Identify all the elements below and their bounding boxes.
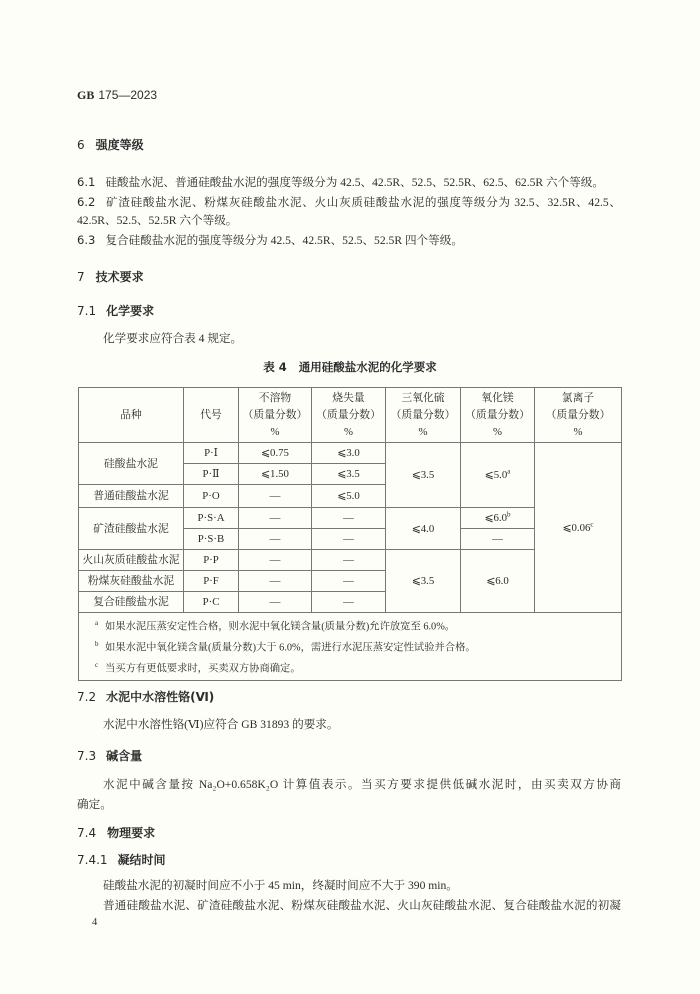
doc-number: 175—2023	[98, 88, 158, 102]
clause-7-4-1-heading	[77, 852, 166, 868]
clause-title: 凝结时间	[117, 853, 166, 867]
insoluble-cell: ⩽0.75	[239, 443, 312, 464]
clause-7-1-heading	[77, 303, 154, 319]
code-cell: P·F	[184, 571, 239, 592]
header-magnesium-oxide: 氧化镁 （质量分数） %	[461, 388, 535, 443]
footnote-ref: a	[507, 467, 511, 476]
header-insoluble: 不溶物 （质量分数） %	[239, 388, 312, 443]
clause-title: 化学要求	[106, 304, 155, 318]
clause-number: 7.3	[77, 749, 97, 763]
variety-cell: 硅酸盐水泥	[79, 443, 184, 485]
chloride-cell: ⩽0.06$^c$	[535, 443, 622, 613]
clause-7-1-text: 化学要求应符合表 4 规定。	[103, 332, 243, 345]
clause-number: 7.2	[77, 690, 97, 704]
so3-cell: ⩽4.0	[386, 508, 461, 550]
clause-number: 7.4	[77, 826, 97, 840]
clause-number: 7.1	[77, 304, 97, 318]
page-number: 4	[92, 917, 98, 928]
header-sulfur-trioxide: 三氧化硫 （质量分数） %	[386, 388, 461, 443]
section-6-heading	[77, 137, 144, 153]
header-chloride-ion: 氯离子 （质量分数） %	[535, 388, 622, 443]
footnote-ref: c	[590, 519, 594, 528]
footnote-c: c 当买方有更低要求时，买卖双方协商确定。	[95, 660, 301, 675]
footnote-b: b 如果水泥中氧化镁含量(质量分数)大于 6.0%，需进行水泥压蒸安定性试验并合格。	[95, 639, 476, 654]
insoluble-cell: —	[239, 485, 312, 508]
clause-number: 6.3	[77, 233, 96, 247]
clause-7-2-heading	[77, 689, 214, 705]
clause-6-3	[77, 232, 463, 249]
clause-text-line-1: 矿渣硅酸盐水泥、粉煤灰硅酸盐水泥、火山灰质硅酸盐水泥的强度等级分为 32.5、32.5R、42.5、	[105, 196, 621, 209]
code-cell: P·O	[184, 485, 239, 508]
footnote-a: a 如果水泥压蒸安定性合格，则水泥中氧化镁含量(质量分数)允许放宽至 6.0%。	[95, 619, 456, 633]
section-7-heading	[77, 269, 144, 285]
clause-number: 6.2	[77, 195, 96, 209]
loss-cell: ⩽5.0	[312, 485, 386, 508]
code-cell: P·S·B	[184, 529, 239, 550]
insoluble-cell: —	[239, 529, 312, 550]
document-code	[77, 87, 157, 103]
clause-7-3-heading	[77, 748, 142, 764]
section-title: 技术要求	[95, 270, 144, 284]
code-cell: P·C	[184, 592, 239, 613]
clause-number: 6.1	[77, 175, 96, 189]
insoluble-cell: —	[239, 550, 312, 571]
table-4-chemical-requirements	[78, 387, 622, 681]
table-footnotes-row	[79, 613, 622, 681]
mgo-cell: ⩽6.0	[461, 550, 535, 613]
clause-7-3-text-line-1: 水泥中碱含量按 Na₂O+0.658K₂O 计算值表示。当买方要求提供低碱水泥时，由买卖双方协商	[103, 778, 621, 791]
mgo-cell: ⩽5.0$^a$	[461, 443, 535, 508]
so3-cell: ⩽3.5	[386, 443, 461, 508]
clause-text: 硅酸盐水泥、普通硅酸盐水泥的强度等级分为 42.5、42.5R、52.5、52.5R、62.5、62.5R 六个等级。	[105, 176, 604, 189]
loss-cell: —	[312, 571, 386, 592]
clause-6-2-continued: 42.5R、52.5、52.5R 六个等级。	[77, 214, 238, 227]
insoluble-cell: —	[239, 571, 312, 592]
section-number: 7	[77, 270, 85, 284]
clause-7-4-1-paragraph-1: 硅酸盐水泥的初凝时间应不小于 45 min，终凝时间应不大于 390 min。	[103, 879, 458, 892]
clause-7-4-heading	[77, 825, 155, 841]
clause-7-4-1-paragraph-2: 普通硅酸盐水泥、矿渣硅酸盐水泥、粉煤灰硅酸盐水泥、火山灰硅酸盐水泥、复合硅酸盐水泥的初凝	[103, 899, 621, 912]
clause-6-2	[77, 194, 621, 211]
variety-cell: 矿渣硅酸盐水泥	[79, 508, 184, 550]
clause-title: 水泥中水溶性铬(Ⅵ)	[106, 690, 215, 704]
code-cell: P·S·A	[184, 508, 239, 529]
insoluble-cell: ⩽1.50	[239, 464, 312, 485]
clause-number: 7.4.1	[77, 853, 108, 867]
doc-prefix: GB	[77, 88, 95, 102]
clause-7-3-text-line-2: 确定。	[77, 798, 112, 811]
section-number: 6	[77, 138, 85, 152]
clause-6-1	[77, 174, 604, 191]
insoluble-cell: —	[239, 508, 312, 529]
table-4-caption: 表 4 通用硅酸盐水泥的化学要求	[263, 360, 437, 374]
loss-cell: —	[312, 550, 386, 571]
code-cell: P·P	[184, 550, 239, 571]
footnote-ref: b	[507, 510, 511, 519]
table-row	[79, 443, 622, 464]
mgo-cell: —	[461, 529, 535, 550]
loss-cell: ⩽3.0	[312, 443, 386, 464]
clause-7-2-text: 水泥中水溶性铬(Ⅵ)应符合 GB 31893 的要求。	[103, 718, 339, 731]
insoluble-cell: —	[239, 592, 312, 613]
variety-cell: 普通硅酸盐水泥	[79, 485, 184, 508]
clause-text: 复合硅酸盐水泥的强度等级分为 42.5、42.5R、52.5、52.5R 四个等级。	[105, 234, 463, 247]
code-cell: P·Ⅱ	[184, 464, 239, 485]
header-loss-on-ignition: 烧失量 （质量分数） %	[312, 388, 386, 443]
loss-cell: —	[312, 508, 386, 529]
clause-title: 物理要求	[107, 826, 156, 840]
header-code: 代号	[184, 388, 239, 443]
mgo-cell: ⩽6.0$^b$	[461, 508, 535, 529]
variety-cell: 复合硅酸盐水泥	[79, 592, 184, 613]
so3-cell: ⩽3.5	[386, 550, 461, 613]
loss-cell: ⩽3.5	[312, 464, 386, 485]
loss-cell: —	[312, 592, 386, 613]
table-footnotes	[79, 613, 622, 681]
header-variety: 品种	[79, 388, 184, 443]
clause-title: 碱含量	[106, 749, 143, 763]
variety-cell: 粉煤灰硅酸盐水泥	[79, 571, 184, 592]
table-header-row	[79, 388, 622, 443]
section-title: 强度等级	[95, 138, 144, 152]
variety-cell: 火山灰质硅酸盐水泥	[79, 550, 184, 571]
code-cell: P·Ⅰ	[184, 443, 239, 464]
loss-cell: —	[312, 529, 386, 550]
